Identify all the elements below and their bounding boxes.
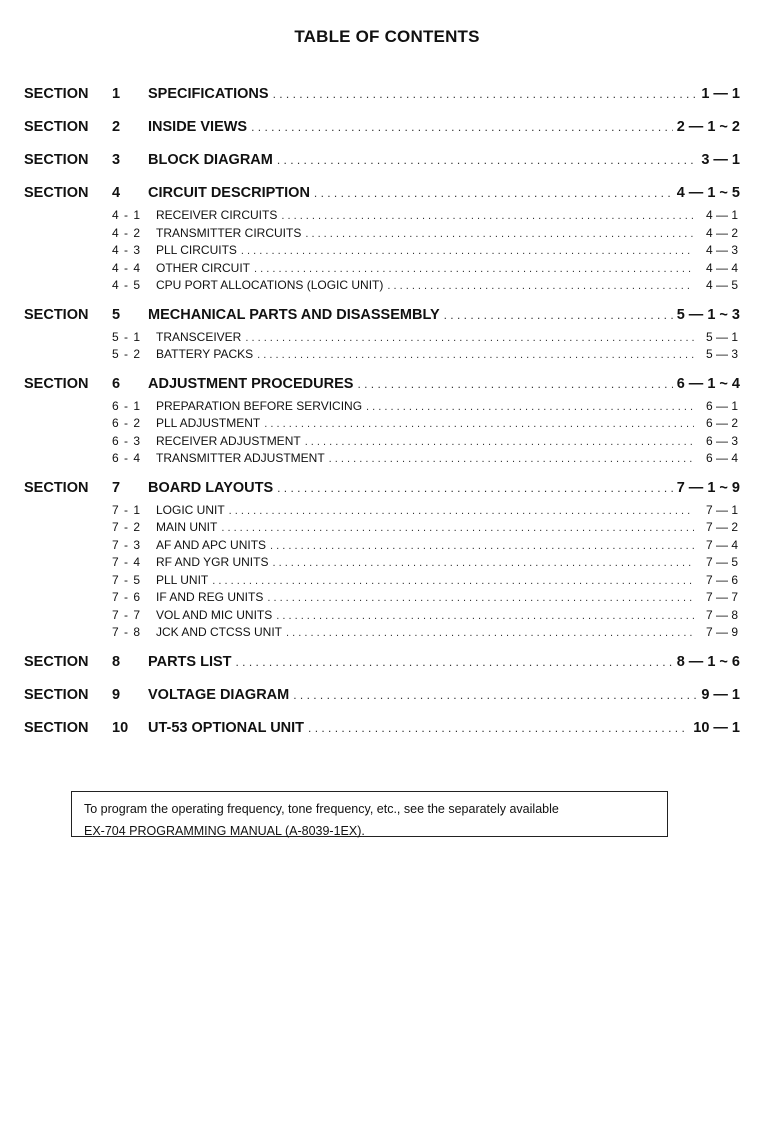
subsection-number: 4 - 5 xyxy=(112,278,142,292)
subsection-page: 6 — 2 xyxy=(705,416,738,430)
subsection-number: 4 - 1 xyxy=(112,208,142,222)
subsection-title: AF AND APC UNITS xyxy=(156,537,267,552)
dot-leader xyxy=(254,263,694,275)
subsection-page: 6 — 1 xyxy=(705,398,738,413)
subsection-page: 7 — 9 xyxy=(705,625,738,639)
section-title: INSIDE VIEWS xyxy=(148,119,248,135)
dot-leader xyxy=(277,481,673,495)
section-title: VOLTAGE DIAGRAM xyxy=(148,686,290,703)
section-pages: 6 — 1 ~ 4 xyxy=(676,375,740,392)
section-number: 5 xyxy=(112,306,121,323)
note-line-1: To program the operating frequency, tone frequency, etc., see the separately available xyxy=(84,802,559,816)
toc-section xyxy=(24,307,740,365)
subsection-page: 4 — 1 xyxy=(705,208,738,222)
subsection-page: 6 — 3 xyxy=(705,433,738,448)
section-pages: 7 — 1 ~ 9 xyxy=(676,479,740,496)
section-number: 10 xyxy=(112,719,129,736)
dot-leader xyxy=(357,377,672,391)
section-title: SPECIFICATIONS xyxy=(148,86,269,102)
subsection-page: 7 — 1 xyxy=(705,502,738,517)
section-entry[interactable] xyxy=(24,687,740,709)
subsection-number: 6 - 1 xyxy=(112,398,142,413)
section-label: SECTION xyxy=(24,152,89,168)
subsection-entry[interactable] xyxy=(24,538,740,556)
subsection-entry[interactable] xyxy=(24,608,740,626)
subsection-page: 6 — 4 xyxy=(705,451,738,465)
subsection-title: LOGIC UNIT xyxy=(156,502,225,517)
subsection-entry[interactable] xyxy=(24,330,740,348)
subsection-entry[interactable] xyxy=(24,261,740,279)
section-title: UT-53 OPTIONAL UNIT xyxy=(148,719,305,736)
subsection-number: 7 - 7 xyxy=(112,607,142,622)
subsection-title: TRANSMITTER ADJUSTMENT xyxy=(156,451,325,465)
dot-leader xyxy=(273,87,696,101)
section-pages: 4 — 1 ~ 5 xyxy=(676,185,740,201)
subsection-title: PLL ADJUSTMENT xyxy=(156,416,261,430)
subsection-page: 5 — 3 xyxy=(705,347,738,361)
subsection-number: 7 - 8 xyxy=(112,625,142,639)
section-title: ADJUSTMENT PROCEDURES xyxy=(148,375,354,392)
subsection-entry[interactable] xyxy=(24,416,740,434)
section-title: BOARD LAYOUTS xyxy=(148,479,274,496)
section-number: 7 xyxy=(112,479,121,496)
subsection-entry[interactable] xyxy=(24,347,740,365)
section-number: 1 xyxy=(112,86,121,102)
subsection-page: 4 — 3 xyxy=(705,243,738,257)
section-label: SECTION xyxy=(24,119,89,135)
subsection-title: RECEIVER ADJUSTMENT xyxy=(156,433,301,448)
section-entry[interactable] xyxy=(24,480,740,502)
subsection-title: MAIN UNIT xyxy=(156,520,218,534)
dot-leader xyxy=(257,349,694,361)
dot-leader xyxy=(264,418,694,430)
subsection-title: RECEIVER CIRCUITS xyxy=(156,208,278,222)
dot-leader xyxy=(308,721,689,735)
subsection-entry[interactable] xyxy=(24,399,740,417)
section-entry[interactable] xyxy=(24,152,740,174)
dot-leader xyxy=(277,153,696,167)
dot-leader xyxy=(329,453,694,465)
subsection-number: 7 - 3 xyxy=(112,537,142,552)
section-entry[interactable] xyxy=(24,720,740,742)
subsection-number: 4 - 4 xyxy=(112,260,142,275)
subsection-number: 6 - 2 xyxy=(112,416,142,430)
subsection-title: PLL UNIT xyxy=(156,572,209,587)
subsection-entry[interactable] xyxy=(24,555,740,573)
section-pages: 2 — 1 ~ 2 xyxy=(676,119,740,135)
dot-leader xyxy=(236,655,673,669)
dot-leader xyxy=(272,557,694,569)
dot-leader xyxy=(241,245,694,257)
subsection-title: VOL AND MIC UNITS xyxy=(156,607,273,622)
section-number: 2 xyxy=(112,119,121,135)
section-pages: 10 — 1 xyxy=(693,719,740,736)
dot-leader xyxy=(229,505,694,517)
subsection-list xyxy=(24,330,740,365)
dot-leader xyxy=(270,540,694,552)
subsection-number: 7 - 2 xyxy=(112,520,142,534)
programming-note xyxy=(71,791,668,837)
subsection-number: 5 - 2 xyxy=(112,347,142,361)
subsection-entry[interactable] xyxy=(24,243,740,261)
section-entry[interactable] xyxy=(24,654,740,676)
subsection-number: 7 - 1 xyxy=(112,502,142,517)
section-number: 8 xyxy=(112,653,121,670)
section-label: SECTION xyxy=(24,686,89,703)
dot-leader xyxy=(281,210,694,222)
subsection-title: OTHER CIRCUIT xyxy=(156,260,250,275)
section-number: 3 xyxy=(112,152,121,168)
subsection-entry[interactable] xyxy=(24,226,740,244)
note-line-2: EX-704 PROGRAMMING MANUAL (A-8039-1EX). xyxy=(84,824,365,838)
subsection-title: RF AND YGR UNITS xyxy=(156,555,269,569)
dot-leader xyxy=(286,627,694,639)
section-number: 4 xyxy=(112,185,121,201)
dot-leader xyxy=(221,522,694,534)
subsection-title: TRANSCEIVER xyxy=(156,329,242,344)
subsection-list xyxy=(24,399,740,469)
section-pages: 9 — 1 xyxy=(701,686,740,703)
section-label: SECTION xyxy=(24,719,89,736)
subsection-page: 7 — 2 xyxy=(705,520,738,534)
section-title: CIRCUIT DESCRIPTION xyxy=(148,185,310,201)
subsection-page: 4 — 4 xyxy=(705,260,738,275)
subsection-title: BATTERY PACKS xyxy=(156,347,254,361)
section-pages: 1 — 1 xyxy=(701,86,740,102)
section-pages: 5 — 1 ~ 3 xyxy=(676,306,740,323)
subsection-number: 4 - 3 xyxy=(112,243,142,257)
dot-leader xyxy=(366,401,694,413)
subsection-entry[interactable] xyxy=(24,503,740,521)
toc-section xyxy=(24,376,740,469)
dot-leader xyxy=(267,592,694,604)
toc-section xyxy=(24,86,740,108)
subsection-entry[interactable] xyxy=(24,590,740,608)
subsection-page: 4 — 5 xyxy=(705,278,738,292)
dot-leader xyxy=(305,436,694,448)
dot-leader xyxy=(276,610,694,622)
subsection-title: PREPARATION BEFORE SERVICING xyxy=(156,398,363,413)
subsection-entry[interactable] xyxy=(24,451,740,469)
page-title: TABLE OF CONTENTS xyxy=(294,27,480,46)
section-entry[interactable] xyxy=(24,307,740,329)
subsection-number: 6 - 3 xyxy=(112,433,142,448)
dot-leader xyxy=(305,228,694,240)
section-label: SECTION xyxy=(24,375,89,392)
toc-section xyxy=(24,720,740,742)
subsection-number: 5 - 1 xyxy=(112,329,142,344)
dot-leader xyxy=(245,332,694,344)
dot-leader xyxy=(251,120,673,134)
toc-section xyxy=(24,480,740,643)
subsection-number: 4 - 2 xyxy=(112,225,142,240)
subsection-entry[interactable] xyxy=(24,625,740,643)
subsection-page: 4 — 2 xyxy=(705,225,738,240)
subsection-entry[interactable] xyxy=(24,520,740,538)
toc-section xyxy=(24,687,740,709)
section-title: PARTS LIST xyxy=(148,653,232,670)
section-label: SECTION xyxy=(24,653,89,670)
section-entry[interactable] xyxy=(24,119,740,141)
subsection-page: 7 — 5 xyxy=(705,555,738,569)
section-number: 6 xyxy=(112,375,121,392)
subsection-page: 7 — 6 xyxy=(705,572,738,587)
subsection-page: 7 — 8 xyxy=(705,607,738,622)
table-of-contents xyxy=(24,86,740,753)
subsection-list xyxy=(24,208,740,296)
subsection-entry[interactable] xyxy=(24,434,740,452)
subsection-title: CPU PORT ALLOCATIONS (LOGIC UNIT) xyxy=(156,278,384,292)
dot-leader xyxy=(293,688,696,702)
subsection-title: PLL CIRCUITS xyxy=(156,243,237,257)
section-entry[interactable] xyxy=(24,185,740,207)
subsection-title: TRANSMITTER CIRCUITS xyxy=(156,225,302,240)
subsection-number: 7 - 5 xyxy=(112,572,142,587)
section-title: BLOCK DIAGRAM xyxy=(148,152,273,168)
subsection-page: 7 — 4 xyxy=(705,537,738,552)
section-entry[interactable] xyxy=(24,376,740,398)
subsection-title: JCK AND CTCSS UNIT xyxy=(156,625,283,639)
toc-section xyxy=(24,185,740,296)
section-label: SECTION xyxy=(24,306,89,323)
section-label: SECTION xyxy=(24,185,89,201)
section-label: SECTION xyxy=(24,479,89,496)
section-pages: 8 — 1 ~ 6 xyxy=(676,653,740,670)
toc-section xyxy=(24,654,740,676)
subsection-entry[interactable] xyxy=(24,573,740,591)
toc-section xyxy=(24,152,740,174)
subsection-title: IF AND REG UNITS xyxy=(156,590,264,604)
toc-section xyxy=(24,119,740,141)
subsection-page: 5 — 1 xyxy=(705,329,738,344)
subsection-list xyxy=(24,503,740,643)
subsection-number: 7 - 4 xyxy=(112,555,142,569)
dot-leader xyxy=(387,280,694,292)
section-number: 9 xyxy=(112,686,121,703)
subsection-entry[interactable] xyxy=(24,278,740,296)
subsection-number: 6 - 4 xyxy=(112,451,142,465)
section-label: SECTION xyxy=(24,86,89,102)
section-pages: 3 — 1 xyxy=(701,152,740,168)
subsection-entry[interactable] xyxy=(24,208,740,226)
dot-leader xyxy=(212,575,694,587)
section-entry[interactable] xyxy=(24,86,740,108)
subsection-number: 7 - 6 xyxy=(112,590,142,604)
subsection-page: 7 — 7 xyxy=(705,590,738,604)
section-title: MECHANICAL PARTS AND DISASSEMBLY xyxy=(148,306,440,323)
dot-leader xyxy=(314,186,673,200)
dot-leader xyxy=(444,308,673,322)
